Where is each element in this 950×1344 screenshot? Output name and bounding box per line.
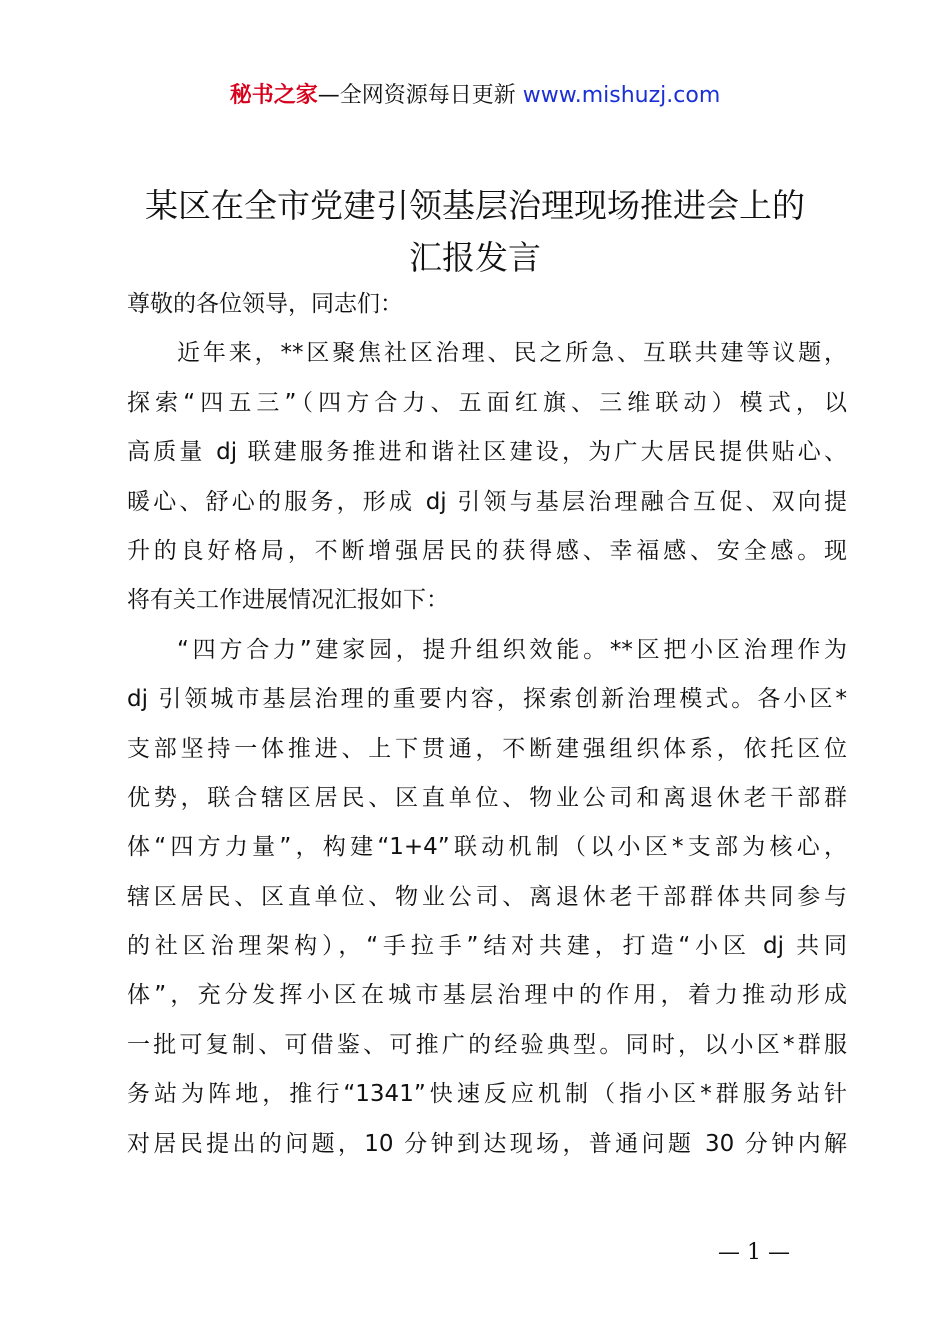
paragraph-line: 对居民提出的问题，10 分钟到达现场，普通问题 30 分钟内解: [127, 1130, 847, 1157]
paragraph-line: 高质量 dj 联建服务推进和谐社区建设，为广大居民提供贴心、: [127, 439, 847, 466]
paragraph-line: 的社区治理架构），“手拉手”结对共建，打造“小区 dj 共同: [127, 933, 847, 960]
paragraph-line: 辖区居民、区直单位、物业公司、离退休老干部群体共同参与: [127, 883, 847, 910]
paragraph-line: 升的良好格局，不断增强居民的获得感、幸福感、安全感。现: [127, 537, 847, 564]
document-body: [127, 280, 847, 1169]
paragraph-1: [127, 329, 847, 625]
paragraph-line: 优势，联合辖区居民、区直单位、物业公司和离退休老干部群: [127, 784, 847, 811]
site-url-link[interactable]: www.mishuzj.com: [522, 83, 721, 108]
paragraph-line: dj 引领城市基层治理的重要内容，探索创新治理模式。各小区*: [127, 686, 847, 713]
page-number: — 1 —: [718, 1240, 790, 1265]
document-title: [0, 180, 950, 284]
paragraph-line: 务站为阵地，推行“1341”快速反应机制（指小区*群服务站针: [127, 1081, 847, 1108]
paragraph-line: 体“四方力量”，构建“1+4”联动机制（以小区*支部为核心，: [127, 834, 847, 861]
paragraph-line: “四方合力”建家园，提升组织效能。**区把小区治理作为: [177, 636, 847, 663]
paragraph-line: 暖心、舒心的服务，形成 dj 引领与基层治理融合互促、双向提: [127, 488, 847, 515]
site-header: [0, 80, 950, 112]
paragraph-2: [127, 626, 847, 1169]
title-line-2: 汇报发言: [409, 238, 541, 277]
paragraph-line: 近年来，**区聚焦社区治理、民之所急、互联共建等议题，: [177, 340, 847, 367]
title-line-1: 某区在全市党建引领基层治理现场推进会上的: [145, 186, 805, 225]
paragraph-line: 体”，充分发挥小区在城市基层治理中的作用，着力推动形成: [127, 982, 847, 1009]
header-tagline: —全网资源每日更新: [317, 83, 516, 108]
salutation: 尊敬的各位领导，同志们：: [127, 291, 403, 317]
paragraph-line: 将有关工作进展情况汇报如下：: [127, 587, 449, 614]
paragraph-line: 探索“四五三”（四方合力、五面红旗、三维联动）模式，以: [127, 389, 847, 416]
paragraph-line: 一批可复制、可借鉴、可推广的经验典型。同时，以小区*群服: [127, 1031, 847, 1058]
paragraph-line: 支部坚持一体推进、上下贯通，不断建强组织体系，依托区位: [127, 735, 847, 762]
brand-name: 秘书之家: [229, 83, 318, 108]
